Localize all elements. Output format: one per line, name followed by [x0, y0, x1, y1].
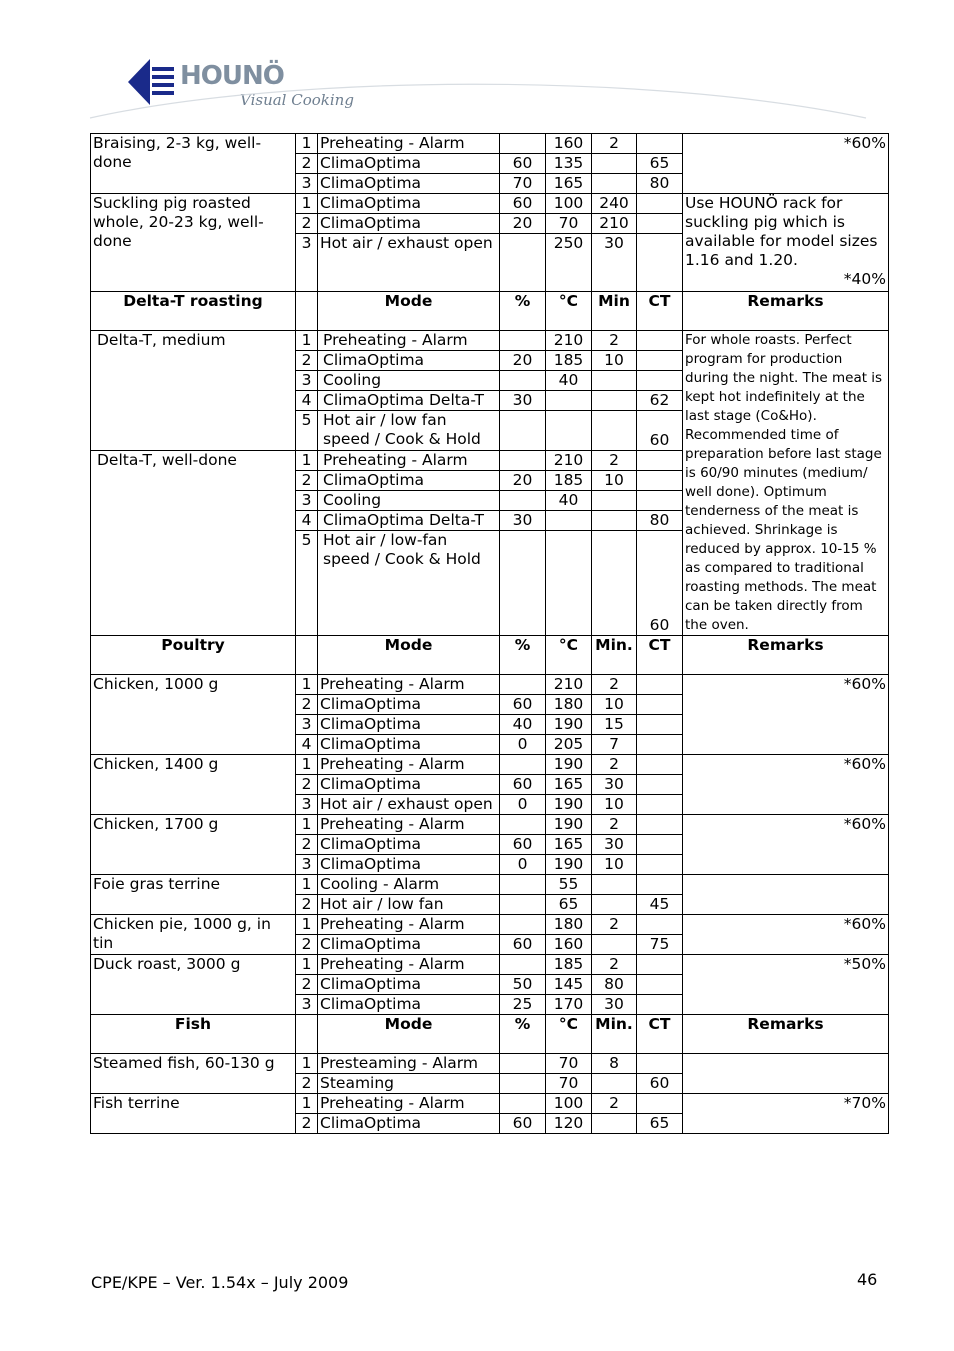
step-mode: ClimaOptima [318, 174, 500, 194]
step-core-temp [637, 835, 683, 855]
recipe-name: Foie gras terrine [91, 875, 296, 915]
step-humidity [500, 1054, 546, 1074]
step-temperature: 170 [546, 995, 592, 1015]
step-temperature [546, 531, 592, 636]
step-mode: ClimaOptima [318, 471, 500, 491]
delta-t-remark: For whole roasts. Perfect program for production during the night. The meat is kept hot indefinitely at the last stage (Co&Ho). Recommended time of preparation before last stage is 60/90 minutes (medium/ well done). Optimum tenderness of the meat is achieved. Shrinkage is reduced by approx. 10-15 % as compared to traditional roasting methods. The meat can be taken directly from the oven. [683, 331, 889, 636]
step-humidity: 60 [500, 695, 546, 715]
step-minutes: 2 [592, 1094, 637, 1114]
step-core-temp [637, 471, 683, 491]
step-mode: Cooling - Alarm [318, 875, 500, 895]
recipe-name: Delta-T, well-done [91, 451, 296, 636]
step-temperature: 185 [546, 955, 592, 975]
step-core-temp: 60 [637, 1074, 683, 1094]
step-core-temp: 65 [637, 154, 683, 174]
step-temperature: 70 [546, 1054, 592, 1074]
recipe-name: Delta-T, medium [91, 331, 296, 451]
step-number: 1 [296, 1054, 318, 1074]
step-humidity: 30 [500, 511, 546, 531]
header-temperature: °C [546, 292, 592, 331]
step-core-temp [637, 775, 683, 795]
step-mode: Preheating - Alarm [318, 955, 500, 975]
header-minutes: Min [592, 292, 637, 331]
section-title: Delta-T roasting [91, 292, 296, 331]
step-humidity: 60 [500, 194, 546, 214]
step-temperature: 165 [546, 775, 592, 795]
step-minutes: 2 [592, 915, 637, 935]
section-title: Fish [91, 1015, 296, 1054]
recipe-remark: *60% [683, 915, 889, 955]
step-mode: ClimaOptima [318, 775, 500, 795]
step-mode: ClimaOptima [318, 735, 500, 755]
step-minutes [592, 371, 637, 391]
step-humidity [500, 1094, 546, 1114]
step-temperature: 70 [546, 1074, 592, 1094]
step-number: 1 [296, 915, 318, 935]
recipe-name: Duck roast, 3000 g [91, 955, 296, 1015]
step-minutes [592, 491, 637, 511]
step-core-temp [637, 915, 683, 935]
step-mode: Cooling [318, 371, 500, 391]
step-temperature: 190 [546, 715, 592, 735]
step-mode: ClimaOptima [318, 855, 500, 875]
step-temperature: 250 [546, 234, 592, 292]
header-remarks: Remarks [683, 636, 889, 675]
step-number: 1 [296, 815, 318, 835]
step-humidity: 20 [500, 471, 546, 491]
recipe-remark: *50% [683, 955, 889, 1015]
step-core-temp: 65 [637, 1114, 683, 1134]
step-number: 2 [296, 695, 318, 715]
step-humidity [500, 451, 546, 471]
step-humidity: 0 [500, 855, 546, 875]
header-swoosh [88, 78, 868, 126]
step-temperature: 210 [546, 331, 592, 351]
step-mode: Presteaming - Alarm [318, 1054, 500, 1074]
step-minutes: 2 [592, 755, 637, 775]
recipe-remark: *60% [683, 134, 889, 194]
step-core-temp [637, 1054, 683, 1074]
step-mode: Hot air / exhaust open [318, 234, 500, 292]
step-temperature: 145 [546, 975, 592, 995]
step-core-temp: 60 [637, 531, 683, 636]
step-core-temp [637, 491, 683, 511]
step-temperature: 120 [546, 1114, 592, 1134]
step-mode: ClimaOptima Delta-T [318, 511, 500, 531]
step-humidity: 60 [500, 835, 546, 855]
step-number: 3 [296, 995, 318, 1015]
step-number: 3 [296, 855, 318, 875]
step-humidity: 30 [500, 391, 546, 411]
step-mode: Preheating - Alarm [318, 675, 500, 695]
step-mode: ClimaOptima [318, 975, 500, 995]
header-temperature: °C [546, 636, 592, 675]
footer-version: CPE/KPE – Ver. 1.54x – July 2009 [91, 1273, 349, 1292]
step-temperature: 185 [546, 471, 592, 491]
table-row [91, 875, 889, 895]
step-number: 3 [296, 491, 318, 511]
step-minutes: 15 [592, 715, 637, 735]
step-temperature: 100 [546, 1094, 592, 1114]
step-number: 5 [296, 411, 318, 451]
step-minutes [592, 511, 637, 531]
step-number: 2 [296, 975, 318, 995]
step-humidity [500, 915, 546, 935]
logo-brand: HOUNÖ [180, 61, 284, 91]
step-mode: ClimaOptima [318, 154, 500, 174]
step-mode: Hot air / exhaust open [318, 795, 500, 815]
step-number: 2 [296, 1074, 318, 1094]
step-number: 3 [296, 371, 318, 391]
step-temperature [546, 411, 592, 451]
recipe-name: Chicken pie, 1000 g, in tin [91, 915, 296, 955]
step-minutes [592, 935, 637, 955]
step-mode: ClimaOptima [318, 935, 500, 955]
header-remarks: Remarks [683, 292, 889, 331]
header-step-col [296, 636, 318, 675]
step-core-temp: 80 [637, 174, 683, 194]
step-number: 4 [296, 511, 318, 531]
step-humidity [500, 895, 546, 915]
step-core-temp: 62 [637, 391, 683, 411]
step-humidity: 50 [500, 975, 546, 995]
step-mode: Hot air / low fan speed / Cook & Hold [318, 411, 500, 451]
step-core-temp: 75 [637, 935, 683, 955]
step-minutes: 2 [592, 675, 637, 695]
step-mode: Preheating - Alarm [318, 755, 500, 775]
step-core-temp [637, 351, 683, 371]
step-humidity: 0 [500, 735, 546, 755]
step-core-temp [637, 214, 683, 234]
section-title: Poultry [91, 636, 296, 675]
step-number: 3 [296, 795, 318, 815]
step-core-temp [637, 675, 683, 695]
header-temperature: °C [546, 1015, 592, 1054]
recipe-name: Braising, 2-3 kg, well-done [91, 134, 296, 194]
table-row [91, 134, 889, 154]
recipe-name: Steamed fish, 60-130 g [91, 1054, 296, 1094]
step-mode: ClimaOptima [318, 214, 500, 234]
logo-tagline: Visual Cooking [240, 91, 354, 109]
table-row [91, 955, 889, 975]
step-number: 1 [296, 451, 318, 471]
header-step-col [296, 292, 318, 331]
step-core-temp [637, 715, 683, 735]
step-number: 1 [296, 331, 318, 351]
recipe-name: Suckling pig roasted whole, 20-23 kg, well-done [91, 194, 296, 292]
recipe-remark: *60% [683, 815, 889, 875]
step-core-temp [637, 735, 683, 755]
step-minutes [592, 174, 637, 194]
remark-text: Use HOUNÖ rack for suckling pig which is available for model sizes 1.16 and 1.20. [685, 194, 878, 269]
step-mode: Steaming [318, 1074, 500, 1094]
step-temperature: 165 [546, 174, 592, 194]
step-core-temp [637, 451, 683, 471]
step-temperature: 210 [546, 675, 592, 695]
step-mode: Preheating - Alarm [318, 331, 500, 351]
section-header-row [91, 1015, 889, 1054]
recipe-name: Chicken, 1000 g [91, 675, 296, 755]
step-minutes [592, 411, 637, 451]
step-humidity: 60 [500, 935, 546, 955]
step-minutes: 2 [592, 955, 637, 975]
step-number: 1 [296, 1094, 318, 1114]
step-minutes: 2 [592, 134, 637, 154]
header-mode: Mode [318, 1015, 500, 1054]
step-humidity [500, 331, 546, 351]
step-minutes [592, 875, 637, 895]
step-core-temp [637, 695, 683, 715]
step-temperature: 205 [546, 735, 592, 755]
step-temperature: 210 [546, 451, 592, 471]
step-humidity: 0 [500, 795, 546, 815]
table-row [91, 1094, 889, 1114]
remark-percentage: *40% [843, 270, 886, 288]
step-number: 2 [296, 471, 318, 491]
header-core-temp: CT [637, 636, 683, 675]
header-core-temp: CT [637, 1015, 683, 1054]
step-temperature: 135 [546, 154, 592, 174]
step-humidity [500, 531, 546, 636]
recipe-name: Chicken, 1700 g [91, 815, 296, 875]
step-minutes [592, 1074, 637, 1094]
step-core-temp [637, 855, 683, 875]
step-mode: Hot air / low-fan speed / Cook & Hold [318, 531, 500, 636]
step-minutes: 210 [592, 214, 637, 234]
step-temperature: 40 [546, 491, 592, 511]
step-minutes [592, 531, 637, 636]
header-core-temp: CT [637, 292, 683, 331]
recipe-remark: *60% [683, 755, 889, 815]
step-core-temp [637, 194, 683, 214]
step-mode: Hot air / low fan [318, 895, 500, 915]
step-core-temp [637, 371, 683, 391]
step-humidity [500, 955, 546, 975]
step-core-temp [637, 1094, 683, 1114]
step-temperature: 185 [546, 351, 592, 371]
header-step-col [296, 1015, 318, 1054]
recipe-remark: *60% [683, 675, 889, 755]
step-humidity [500, 491, 546, 511]
step-temperature: 65 [546, 895, 592, 915]
table-row [91, 1054, 889, 1074]
page-number: 46 [857, 1270, 878, 1289]
step-mode: ClimaOptima [318, 695, 500, 715]
step-core-temp [637, 134, 683, 154]
step-core-temp [637, 875, 683, 895]
table-row [91, 194, 889, 214]
step-humidity [500, 755, 546, 775]
step-minutes [592, 391, 637, 411]
recipe-table [90, 133, 889, 1134]
step-minutes: 8 [592, 1054, 637, 1074]
step-mode: Preheating - Alarm [318, 815, 500, 835]
step-minutes: 2 [592, 815, 637, 835]
header-humidity: % [500, 1015, 546, 1054]
step-number: 3 [296, 174, 318, 194]
step-mode: Preheating - Alarm [318, 915, 500, 935]
step-temperature: 190 [546, 755, 592, 775]
step-core-temp [637, 995, 683, 1015]
step-number: 1 [296, 675, 318, 695]
step-core-temp [637, 755, 683, 775]
step-minutes: 30 [592, 995, 637, 1015]
recipe-remark [683, 194, 889, 292]
step-core-temp [637, 975, 683, 995]
step-core-temp [637, 815, 683, 835]
table-row [91, 755, 889, 775]
step-temperature: 165 [546, 835, 592, 855]
table-row [91, 331, 889, 351]
section-header-row [91, 292, 889, 331]
step-humidity [500, 234, 546, 292]
step-temperature: 40 [546, 371, 592, 391]
table-row [91, 675, 889, 695]
step-humidity: 60 [500, 154, 546, 174]
step-minutes: 10 [592, 695, 637, 715]
step-number: 2 [296, 214, 318, 234]
step-mode: Preheating - Alarm [318, 134, 500, 154]
step-minutes: 30 [592, 835, 637, 855]
step-number: 4 [296, 391, 318, 411]
step-temperature: 160 [546, 935, 592, 955]
step-temperature: 160 [546, 134, 592, 154]
step-humidity: 20 [500, 214, 546, 234]
step-mode: ClimaOptima Delta-T [318, 391, 500, 411]
step-minutes: 10 [592, 351, 637, 371]
step-core-temp: 45 [637, 895, 683, 915]
recipe-name: Chicken, 1400 g [91, 755, 296, 815]
step-core-temp [637, 795, 683, 815]
step-number: 2 [296, 895, 318, 915]
step-number: 5 [296, 531, 318, 636]
step-number: 2 [296, 835, 318, 855]
header-humidity: % [500, 636, 546, 675]
step-number: 1 [296, 194, 318, 214]
step-temperature: 190 [546, 855, 592, 875]
step-humidity: 40 [500, 715, 546, 735]
step-core-temp: 60 [637, 411, 683, 451]
step-number: 1 [296, 134, 318, 154]
step-temperature: 70 [546, 214, 592, 234]
step-number: 1 [296, 755, 318, 775]
step-number: 1 [296, 875, 318, 895]
step-minutes [592, 154, 637, 174]
step-humidity: 60 [500, 775, 546, 795]
step-mode: ClimaOptima [318, 351, 500, 371]
step-minutes: 10 [592, 795, 637, 815]
section-header-row [91, 636, 889, 675]
step-temperature: 180 [546, 915, 592, 935]
step-mode: ClimaOptima [318, 995, 500, 1015]
recipe-remark [683, 875, 889, 915]
step-number: 2 [296, 1114, 318, 1134]
step-minutes [592, 1114, 637, 1134]
step-temperature: 55 [546, 875, 592, 895]
step-core-temp [637, 234, 683, 292]
step-minutes: 7 [592, 735, 637, 755]
step-humidity [500, 875, 546, 895]
step-number: 3 [296, 234, 318, 292]
step-number: 2 [296, 154, 318, 174]
recipe-remark: *70% [683, 1094, 889, 1134]
step-minutes: 80 [592, 975, 637, 995]
step-humidity: 20 [500, 351, 546, 371]
step-temperature: 100 [546, 194, 592, 214]
step-humidity [500, 411, 546, 451]
step-mode: ClimaOptima [318, 194, 500, 214]
table-row [91, 915, 889, 935]
step-humidity: 60 [500, 1114, 546, 1134]
step-number: 2 [296, 351, 318, 371]
step-mode: ClimaOptima [318, 835, 500, 855]
step-number: 3 [296, 715, 318, 735]
step-humidity [500, 675, 546, 695]
header-mode: Mode [318, 292, 500, 331]
step-minutes: 2 [592, 451, 637, 471]
step-temperature: 180 [546, 695, 592, 715]
step-core-temp: 80 [637, 511, 683, 531]
step-core-temp [637, 331, 683, 351]
step-humidity: 25 [500, 995, 546, 1015]
step-number: 2 [296, 935, 318, 955]
step-minutes: 10 [592, 471, 637, 491]
step-temperature [546, 511, 592, 531]
step-minutes [592, 895, 637, 915]
step-core-temp [637, 955, 683, 975]
step-humidity [500, 371, 546, 391]
step-humidity: 70 [500, 174, 546, 194]
header-mode: Mode [318, 636, 500, 675]
step-mode: ClimaOptima [318, 715, 500, 735]
step-humidity [500, 1074, 546, 1094]
step-mode: Preheating - Alarm [318, 451, 500, 471]
step-temperature: 190 [546, 815, 592, 835]
step-minutes: 240 [592, 194, 637, 214]
step-humidity [500, 815, 546, 835]
step-minutes: 10 [592, 855, 637, 875]
recipe-remark [683, 1054, 889, 1094]
step-temperature [546, 391, 592, 411]
step-mode: Preheating - Alarm [318, 1094, 500, 1114]
step-number: 4 [296, 735, 318, 755]
table-row [91, 815, 889, 835]
header-minutes: Min. [592, 1015, 637, 1054]
step-temperature: 190 [546, 795, 592, 815]
step-mode: ClimaOptima [318, 1114, 500, 1134]
step-number: 2 [296, 775, 318, 795]
header-remarks: Remarks [683, 1015, 889, 1054]
header-humidity: % [500, 292, 546, 331]
step-number: 1 [296, 955, 318, 975]
step-minutes: 30 [592, 775, 637, 795]
header-minutes: Min. [592, 636, 637, 675]
step-humidity [500, 134, 546, 154]
step-minutes: 2 [592, 331, 637, 351]
step-minutes: 30 [592, 234, 637, 292]
recipe-name: Fish terrine [91, 1094, 296, 1134]
step-mode: Cooling [318, 491, 500, 511]
